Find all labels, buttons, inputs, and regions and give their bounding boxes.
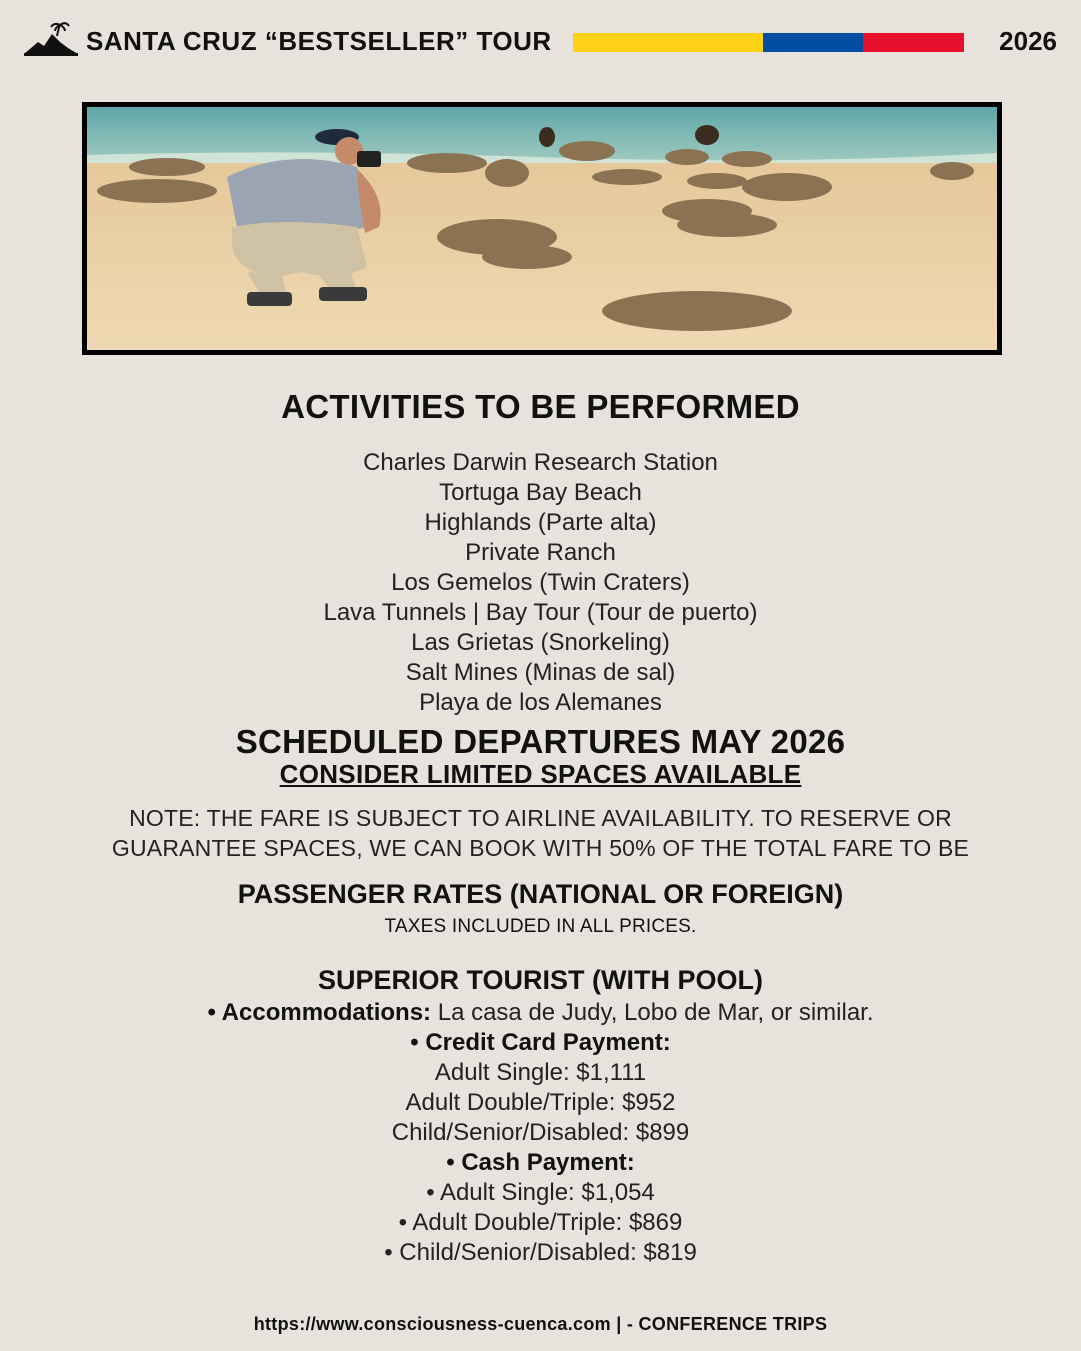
header — [24, 22, 1057, 62]
list-item: Private Ranch — [465, 539, 616, 566]
limited-spaces-subheading: CONSIDER LIMITED SPACES AVAILABLE — [279, 759, 802, 789]
flag-yellow-stripe — [573, 33, 763, 52]
list-item: Tortuga Bay Beach — [439, 479, 642, 506]
list-item: Highlands (Parte alta) — [424, 509, 657, 536]
list-item: Salt Mines (Minas de sal) — [405, 659, 676, 686]
list-item: Playa de los Alemanes — [419, 689, 662, 716]
footer-link[interactable]: https://www.consciousness-cuenca.com | - CONFERENCE TRIPS — [253, 1314, 828, 1334]
price-item: Child/Senior/Disabled: $899 — [391, 1119, 690, 1146]
departures-heading: SCHEDULED DEPARTURES MAY 2026 — [235, 723, 846, 760]
activities-heading: ACTIVITIES TO BE PERFORMED — [281, 388, 800, 425]
accommodations-value: La casa de Judy, Lobo de Mar, or similar. — [431, 999, 874, 1026]
cash-payment-label: • Cash Payment: — [446, 1149, 635, 1176]
accommodations-line — [0, 998, 1081, 1028]
sea-lions-beach-photo — [82, 102, 1002, 355]
fare-note-line: NOTE: THE FARE IS SUBJECT TO AIRLINE AVAILABILITY. TO RESERVE OR — [129, 805, 952, 831]
island-palm-logo-icon — [24, 22, 78, 58]
price-item: Adult Double/Triple: $952 — [405, 1089, 676, 1116]
flag-blue-stripe — [763, 33, 863, 52]
category-heading: SUPERIOR TOURIST (WITH POOL) — [318, 965, 763, 995]
activities-list — [0, 448, 1081, 718]
credit-card-label: • Credit Card Payment: — [410, 1029, 671, 1056]
price-item: • Adult Single: $1,054 — [426, 1179, 655, 1206]
fare-note-line: GUARANTEE SPACES, WE CAN BOOK WITH 50% OF THE TOTAL FARE TO BE — [111, 835, 970, 861]
accommodations-label: • Accommodations: — [207, 999, 432, 1026]
list-item: Los Gemelos (Twin Craters) — [391, 569, 690, 596]
list-item: Lava Tunnels | Bay Tour (Tour de puerto) — [323, 599, 758, 626]
fare-note — [0, 803, 1081, 863]
rates-list — [0, 998, 1081, 1268]
photo-illustration — [87, 107, 997, 350]
list-item: Charles Darwin Research Station — [363, 449, 718, 476]
taxes-note: TAXES INCLUDED IN ALL PRICES. — [384, 916, 697, 937]
flag-red-stripe — [863, 33, 964, 52]
price-item: • Child/Senior/Disabled: $819 — [384, 1239, 697, 1266]
page-title: SANTA CRUZ “BESTSELLER” TOUR — [86, 26, 552, 56]
year-label: 2026 — [999, 26, 1057, 56]
list-item: Las Grietas (Snorkeling) — [411, 629, 670, 656]
passenger-rates-heading: PASSENGER RATES (NATIONAL OR FOREIGN) — [237, 879, 844, 909]
price-item: • Adult Double/Triple: $869 — [398, 1209, 683, 1236]
price-item: Adult Single: $1,111 — [434, 1059, 647, 1086]
ecuador-flag-stripe — [573, 33, 964, 52]
